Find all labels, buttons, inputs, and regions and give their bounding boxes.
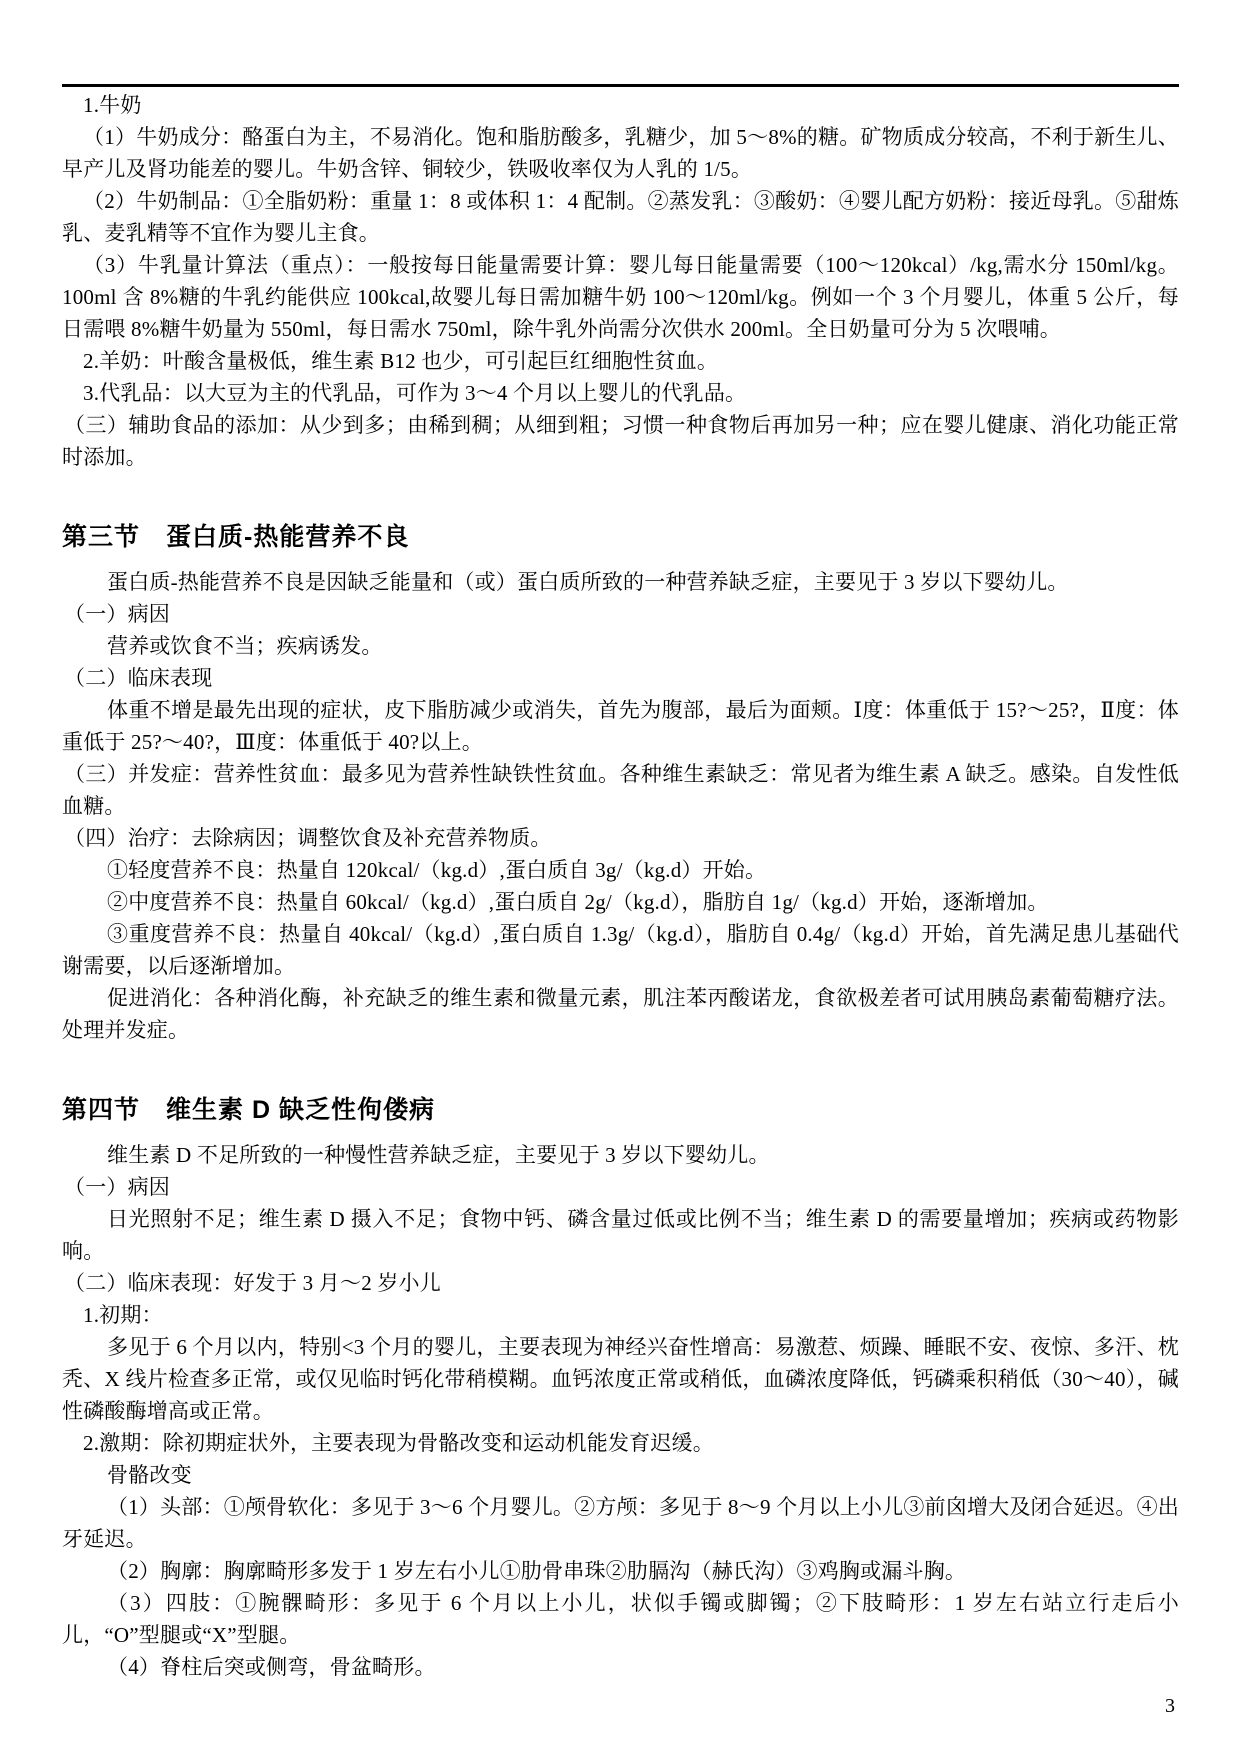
section-title: 维生素 D 缺乏性佝偻病 [166, 1096, 435, 1124]
para-rickets-clinical-label: （二）临床表现：好发于 3 月～2 岁小儿 [64, 1271, 441, 1295]
para-rickets-etiology-label: （一）病因 [64, 1175, 170, 1199]
para-supplementary-food: （三）辅助食品的添加：从少到多；由稀到稠；从细到粗；习惯一种食物后再加另一种；应在婴儿健康、消化功能正常时添加。 [62, 413, 1179, 469]
para-milk-substitute: 3.代乳品：以大豆为主的代乳品，可作为 3～4 个月以上婴儿的代乳品。 [83, 381, 747, 405]
para-rickets-early: 多见于 6 个月以内，特别<3 个月的婴儿，主要表现为神经兴奋性增高：易激惹、烦躁、睡眠不安、夜惊、多汗、枕秃、X 线片检查多正常，或仅见临时钙化带稍模糊。血钙浓度正常或稍低，血磷浓度降低，钙磷乘积稍低（30～40），碱性磷酸酶增高或正常。 [62, 1335, 1179, 1423]
page-content [62, 89, 1179, 1683]
section-number: 第三节 [62, 523, 141, 551]
para-milk-products: （2）牛奶制品：①全脂奶粉：重量 1：8 或体积 1：4 配制。②蒸发乳：③酸奶：④婴儿配方奶粉：接近母乳。⑤甜炼乳、麦乳精等不宜作为婴儿主食。 [62, 189, 1179, 245]
section-heading-3 [62, 520, 1179, 554]
para-milk-composition: （1）牛奶成分：酪蛋白为主，不易消化。饱和脂肪酸多，乳糖少，加 5～8%的糖。矿物质成分较高，不利于新生儿、早产儿及肾功能差的婴儿。牛奶含锌、铜较少，铁吸收率仅为人乳的 1/5。 [62, 125, 1179, 181]
para-bone-spine: （4）脊柱后突或侧弯，骨盆畸形。 [107, 1655, 436, 1679]
para-bone-head: （1）头部：①颅骨软化：多见于 3～6 个月婴儿。②方颅：多见于 8～9 个月以上小儿③前囟增大及闭合延迟。④出牙延迟。 [62, 1495, 1179, 1551]
para-pem-treatment: （四）治疗：去除病因；调整饮食及补充营养物质。 [64, 826, 552, 850]
para-goat-milk: 2.羊奶：叶酸含量极低，维生素 B12 也少，可引起巨红细胞性贫血。 [83, 349, 719, 373]
para-milk-title: 1.牛奶 [83, 93, 142, 117]
para-pem-severe: ③重度营养不良：热量自 40kcal/（kg.d）,蛋白质自 1.3g/（kg.d），脂肪自 0.4g/（kg.d）开始，首先满足患儿基础代谢需要，以后逐渐增加。 [62, 922, 1179, 978]
para-rickets-intro: 维生素 D 不足所致的一种慢性营养缺乏症，主要见于 3 岁以下婴幼儿。 [107, 1143, 770, 1167]
section-number: 第四节 [62, 1096, 141, 1124]
page-number: 3 [1165, 1695, 1175, 1717]
para-pem-etiology: 营养或饮食不当；疾病诱发。 [107, 634, 383, 658]
header-rule [62, 84, 1179, 87]
para-bone-limbs: （3）四肢：①腕髁畸形：多见于 6 个月以上小儿，状似手镯或脚镯；②下肢畸形：1 岁左右站立行走后小儿，“O”型腿或“X”型腿。 [62, 1591, 1179, 1647]
para-pem-etiology-label: （一）病因 [64, 602, 170, 626]
para-pem-mild: ①轻度营养不良：热量自 120kcal/（kg.d）,蛋白质自 3g/（kg.d）开始。 [107, 858, 767, 882]
para-pem-clinical-label: （二）临床表现 [64, 666, 213, 690]
para-bone-chest: （2）胸廓：胸廓畸形多发于 1 岁左右小儿①肋骨串珠②肋膈沟（赫氏沟）③鸡胸或漏斗胸。 [107, 1559, 967, 1583]
para-pem-moderate: ②中度营养不良：热量自 60kcal/（kg.d）,蛋白质自 2g/（kg.d），脂肪自 1g/（kg.d）开始，逐渐增加。 [107, 890, 1049, 914]
para-rickets-early-label: 1.初期： [83, 1303, 163, 1327]
para-pem-intro: 蛋白质-热能营养不良是因缺乏能量和（或）蛋白质所致的一种营养缺乏症，主要见于 3 岁以下婴幼儿。 [107, 570, 1069, 594]
para-rickets-etiology: 日光照射不足；维生素 D 摄入不足；食物中钙、磷含量过低或比例不当；维生素 D 的需要量增加；疾病或药物影响。 [62, 1207, 1179, 1263]
para-milk-quantity-calculation: （3）牛乳量计算法（重点）：一般按每日能量需要计算：婴儿每日能量需要（100～120kcal）/kg,需水分 150ml/kg。100ml 含 8%糖的牛乳约能供应 100kcal,故婴儿每日需加糖牛奶 100～120ml/kg。例如一个 3 个月婴儿，体重 5 公斤，每日需喂 8%糖牛奶量为 550ml，每日需水 750ml，除牛乳外尚需分次供水 200ml。全日奶量可分为 5 次喂哺。 [62, 253, 1179, 341]
para-pem-clinical: 体重不增是最先出现的症状，皮下脂肪减少或消失，首先为腹部，最后为面颊。Ⅰ度：体重低于 15?～25?，Ⅱ度：体重低于 25?～40?，Ⅲ度：体重低于 40?以上。 [62, 698, 1179, 754]
para-pem-digestion: 促进消化：各种消化酶，补充缺乏的维生素和微量元素，肌注苯丙酸诺龙，食欲极差者可试用胰岛素葡萄糖疗法。处理并发症。 [62, 986, 1179, 1042]
section-heading-4 [62, 1093, 1179, 1127]
section-title: 蛋白质-热能营养不良 [166, 523, 410, 551]
para-rickets-active: 2.激期：除初期症状外，主要表现为骨骼改变和运动机能发育迟缓。 [83, 1431, 714, 1455]
para-bone-changes-label: 骨骼改变 [107, 1463, 192, 1487]
para-pem-complications: （三）并发症：营养性贫血：最多见为营养性缺铁性贫血。各种维生素缺乏：常见者为维生素 A 缺乏。感染。自发性低血糖。 [62, 762, 1179, 818]
